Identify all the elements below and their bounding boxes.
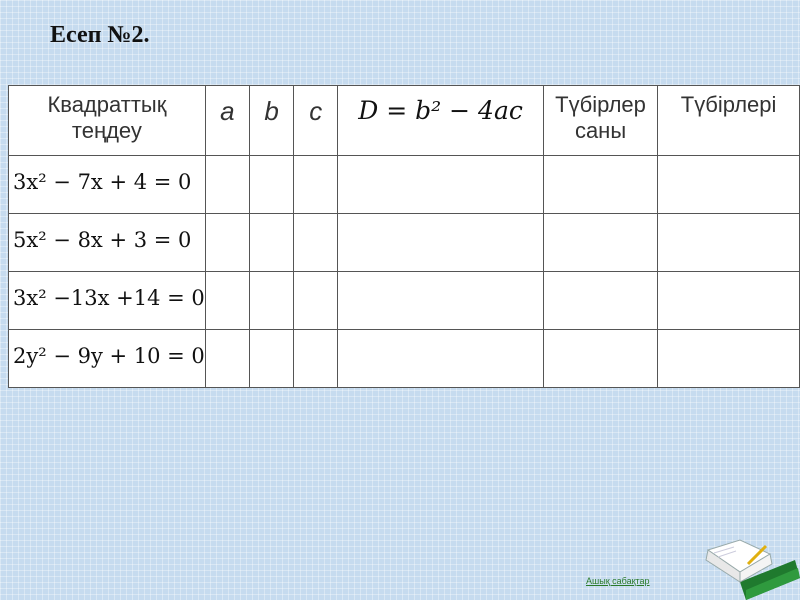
roots-count-cell[interactable] [543, 156, 657, 214]
b-cell[interactable] [249, 272, 293, 330]
b-cell[interactable] [249, 214, 293, 272]
roots-cell[interactable] [658, 272, 800, 330]
table-row [9, 214, 800, 272]
header-discriminant: D = b² − 4ac [338, 86, 544, 156]
roots-count-cell[interactable] [543, 214, 657, 272]
header-a: a [205, 86, 249, 156]
table-header-row [9, 86, 800, 156]
footer-link[interactable]: Ашық сабақтар [586, 576, 650, 586]
c-cell[interactable] [294, 156, 338, 214]
a-cell[interactable] [205, 330, 249, 388]
equations-table [8, 85, 800, 388]
discriminant-cell[interactable] [338, 330, 544, 388]
discriminant-cell[interactable] [338, 272, 544, 330]
header-c: c [294, 86, 338, 156]
a-cell[interactable] [205, 214, 249, 272]
table-row [9, 272, 800, 330]
open-book-icon [700, 520, 800, 600]
c-cell[interactable] [294, 330, 338, 388]
header-roots: Түбірлері [658, 86, 800, 156]
header-b: b [249, 86, 293, 156]
roots-cell[interactable] [658, 156, 800, 214]
b-cell[interactable] [249, 156, 293, 214]
page-title: Есеп №2. [50, 22, 150, 48]
discriminant-cell[interactable] [338, 156, 544, 214]
roots-cell[interactable] [658, 214, 800, 272]
equation-cell: 2y² − 9y + 10 = 0 [9, 330, 206, 388]
c-cell[interactable] [294, 272, 338, 330]
discriminant-cell[interactable] [338, 214, 544, 272]
c-cell[interactable] [294, 214, 338, 272]
equation-cell: 3x² −13x +14 = 0 [9, 272, 206, 330]
roots-count-cell[interactable] [543, 330, 657, 388]
header-equation: Квадраттық теңдеу [9, 86, 206, 156]
roots-cell[interactable] [658, 330, 800, 388]
equation-cell: 3x² − 7x + 4 = 0 [9, 156, 206, 214]
table-row [9, 156, 800, 214]
roots-count-cell[interactable] [543, 272, 657, 330]
a-cell[interactable] [205, 272, 249, 330]
table-row [9, 330, 800, 388]
header-roots-count: Түбірлер саны [543, 86, 657, 156]
equation-cell: 5x² − 8x + 3 = 0 [9, 214, 206, 272]
a-cell[interactable] [205, 156, 249, 214]
b-cell[interactable] [249, 330, 293, 388]
